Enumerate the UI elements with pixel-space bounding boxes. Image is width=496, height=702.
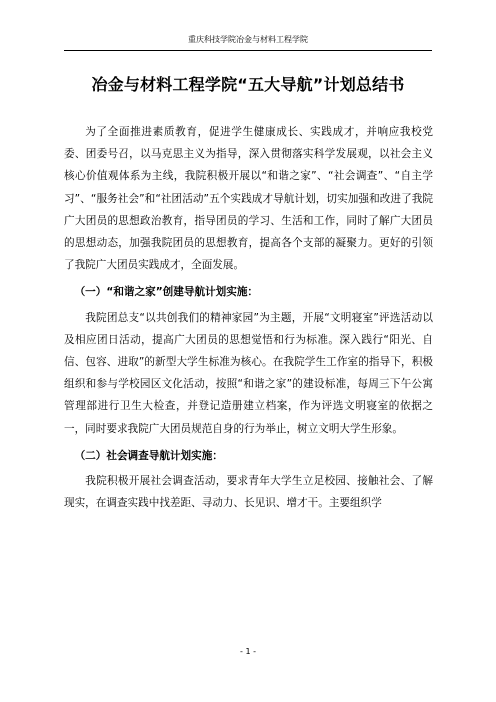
- section-paragraph-social-survey: 我院积极开展社会调查活动，要求青年大学生立足校园、接触社会、了解现实，在调查实践中找差距、寻动力、长见识、增才干。主要组织学: [64, 475, 433, 510]
- document-body: [64, 121, 433, 514]
- document-title: 冶金与材料工程学院“五大导航”计划总结书: [91, 75, 405, 94]
- page-number: - 1 -: [240, 647, 256, 656]
- section-heading-social-survey: （二）社会调查导航计划实施：: [74, 449, 223, 462]
- running-header: 重庆科技学院冶金与材料工程学院: [188, 35, 308, 44]
- intro-paragraph: 为了全面推进素质教育，促进学生健康成长、实践成才，并响应我校党委、团委号召，以马克思主义为指导，深入贯彻落实科学发展观，以社会主义核心价值观体系为主线，我院积极开展以“和谐之家”、“社会调查”、“自主学习”、“服务社会”和“社团活动”五个实践成才导航计划，切实加强和改进了我院广大团员的思想政治教育，指导团员的学习、生活和工作，同时了解广大团员的思想动态，加强我院团员的思想教育，提高各个支部的凝聚力。更好的引领了我院广大团员实践成才，全面发展。: [64, 126, 433, 272]
- section-paragraph-harmonious-home: 我院团总支“以共创我们的精神家园”为主题，开展“文明寝室”评选活动以及相应团日活动，提高广大团员的思想觉悟和行为标准。深入践行“阳光、自信、包容、进取”的新型大学生标准为核心。在我院学生工作室的指导下，积极组织和参与学校园区文化活动，按照“和谐之家”的建设标准，每周三下午公寓管理部进行卫生大检查，并登记造册建立档案，作为评选文明寝室的依据之一，同时要求我院广大团员规范自身的行为举止，树立文明大学生形象。: [64, 311, 433, 435]
- header-divider: [64, 50, 432, 51]
- section-heading-harmonious-home: （一）“和谐之家”创建导航计划实施：: [74, 286, 259, 299]
